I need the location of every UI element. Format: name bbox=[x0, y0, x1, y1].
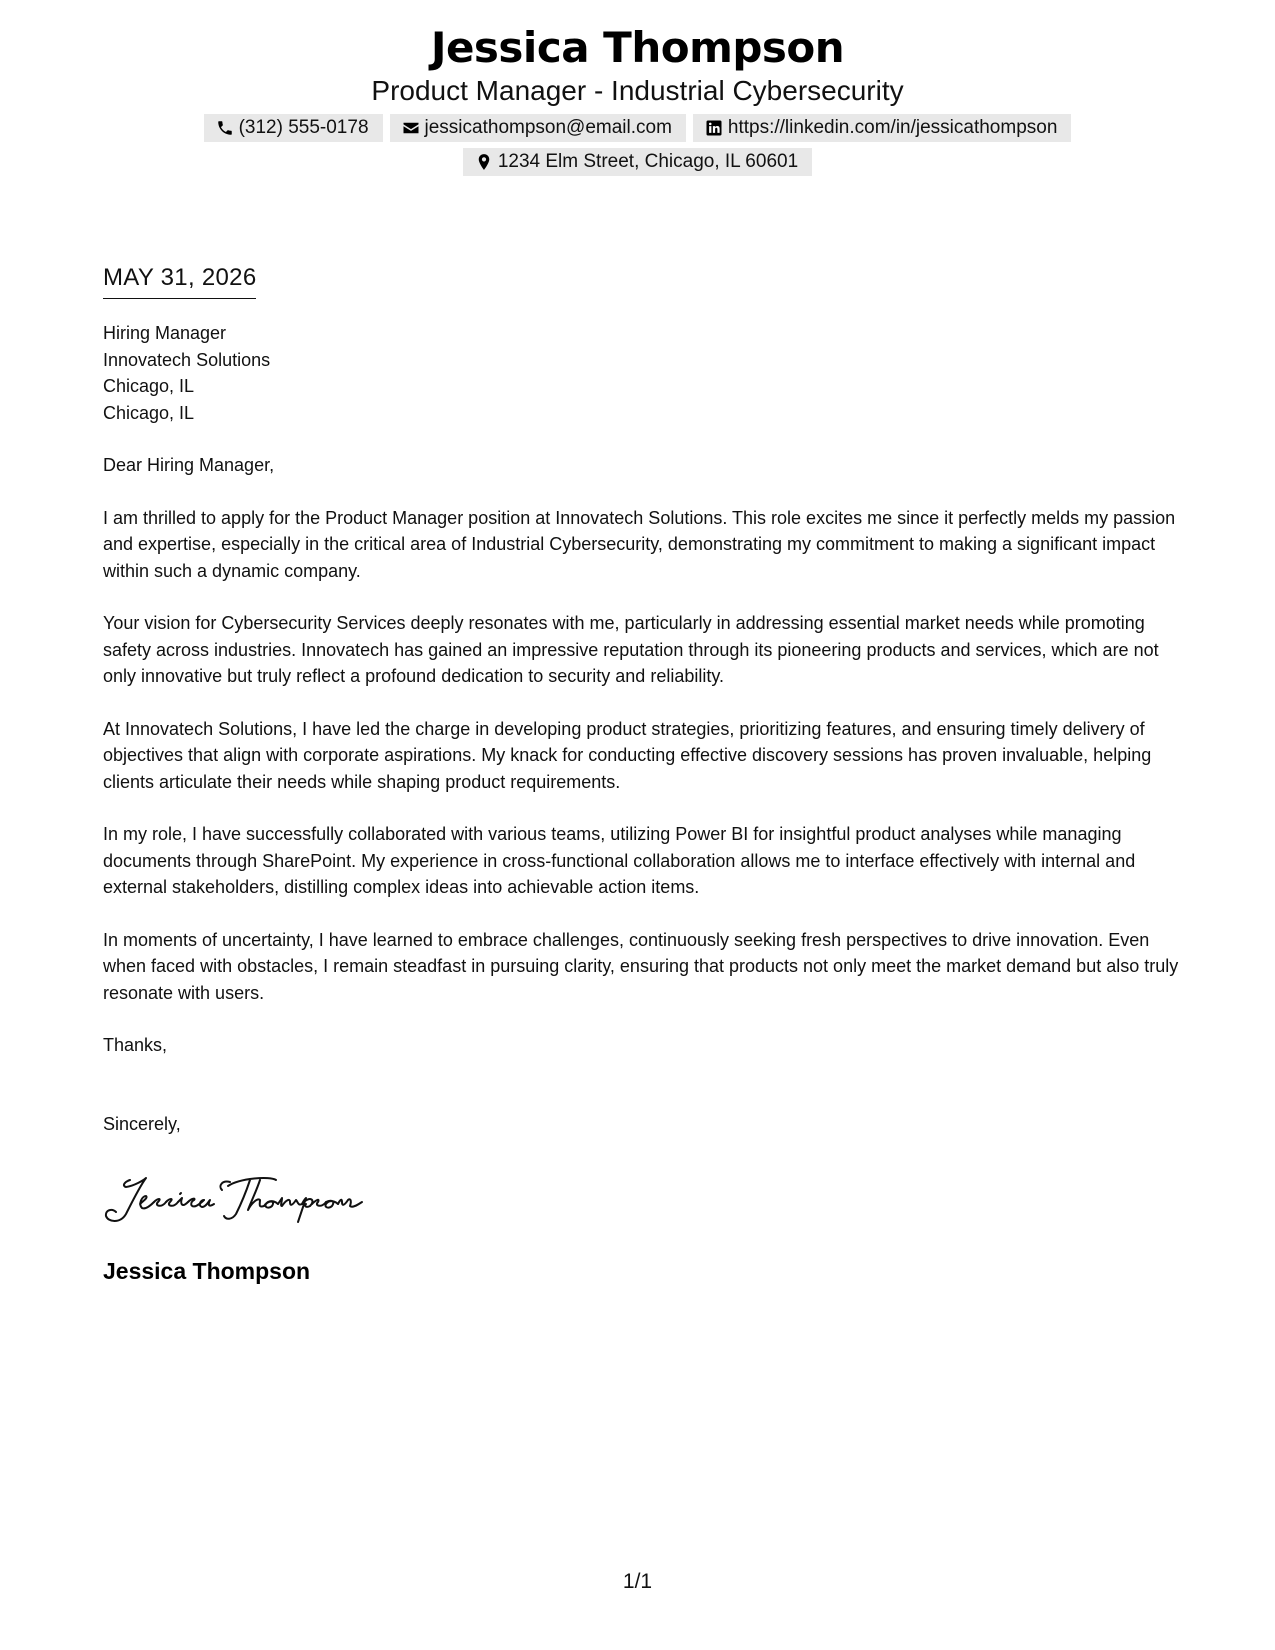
handwritten-signature bbox=[100, 1172, 380, 1228]
address-text: 1234 Elm Street, Chicago, IL 60601 bbox=[497, 151, 799, 172]
phone-icon bbox=[216, 119, 234, 137]
body-paragraph: In my role, I have successfully collaborated with various teams, utilizing Power BI for insightful product analyses while managing documents through SharePoint. My experience in cross-functional collaboration allows me to interface effectively with internal and external stakeholders, distilling complex ideas into achievable action items. bbox=[103, 824, 1136, 897]
contact-phone[interactable] bbox=[204, 114, 383, 142]
thanks-line: Thanks, bbox=[103, 1035, 168, 1055]
body-paragraph: Your vision for Cybersecurity Services deeply resonates with me, particularly in addressing essential market needs while promoting safety across industries. Innovatech has gained an impressive reputation through its pioneering products and services, which are not only innovative but truly reflect a profound dedication to security and reliability. bbox=[103, 613, 1159, 686]
recipient-line: Chicago, IL bbox=[103, 376, 195, 396]
contact-linkedin[interactable] bbox=[693, 114, 1072, 142]
linkedin-text: https://linkedin.com/in/jessicathompson bbox=[727, 117, 1058, 138]
body-paragraph: At Innovatech Solutions, I have led the charge in developing product strategies, prioritizing features, and ensuring timely delivery of objectives that align with corporate aspirations. My knack for conducting effective discovery sessions has proven invaluable, helping clients articulate their needs while shaping product requirements. bbox=[103, 718, 1152, 792]
body-paragraph: I am thrilled to apply for the Product Manager position at Innovatech Solutions. This role excites me since it perfectly melds my passion and expertise, especially in the critical area of Industrial Cybersecurity, demonstrating my commitment to making a significant impact within such a dynamic company. bbox=[103, 507, 1176, 581]
body-paragraph: In moments of uncertainty, I have learned to embrace challenges, continuously seeking fresh perspectives to drive innovation. Even when faced with obstacles, I remain steadfast in pursuing clarity, ensuring that products not only meet the market demand but also truly resonate with users. bbox=[103, 929, 1179, 1003]
contact-email[interactable] bbox=[390, 114, 686, 142]
salutation: Dear Hiring Manager, bbox=[103, 455, 275, 475]
applicant-name: Jessica Thompson bbox=[430, 23, 845, 72]
recipient-line: Hiring Manager bbox=[103, 323, 227, 343]
address-row bbox=[0, 148, 1275, 176]
contact-address[interactable] bbox=[463, 148, 812, 176]
envelope-icon bbox=[402, 119, 420, 137]
linkedin-icon bbox=[705, 119, 723, 137]
signer-name: Jessica Thompson bbox=[103, 1258, 311, 1284]
map-pin-icon bbox=[475, 153, 493, 171]
letter-date-block bbox=[103, 262, 256, 299]
closing-line: Sincerely, bbox=[103, 1113, 181, 1134]
contact-row bbox=[0, 114, 1275, 142]
recipient-block bbox=[103, 320, 1183, 426]
letter-date: MAY 31, 2026 bbox=[103, 262, 256, 299]
phone-text: (312) 555-0178 bbox=[238, 117, 369, 138]
letter-header bbox=[0, 22, 1275, 176]
letter-body bbox=[103, 320, 1183, 1137]
recipient-line: Chicago, IL bbox=[103, 402, 195, 423]
applicant-title: Product Manager - Industrial Cybersecurity bbox=[371, 75, 904, 106]
email-text: jessicathompson@email.com bbox=[424, 117, 672, 138]
recipient-line: Innovatech Solutions bbox=[103, 349, 271, 370]
page-number: 1/1 bbox=[622, 1570, 653, 1593]
